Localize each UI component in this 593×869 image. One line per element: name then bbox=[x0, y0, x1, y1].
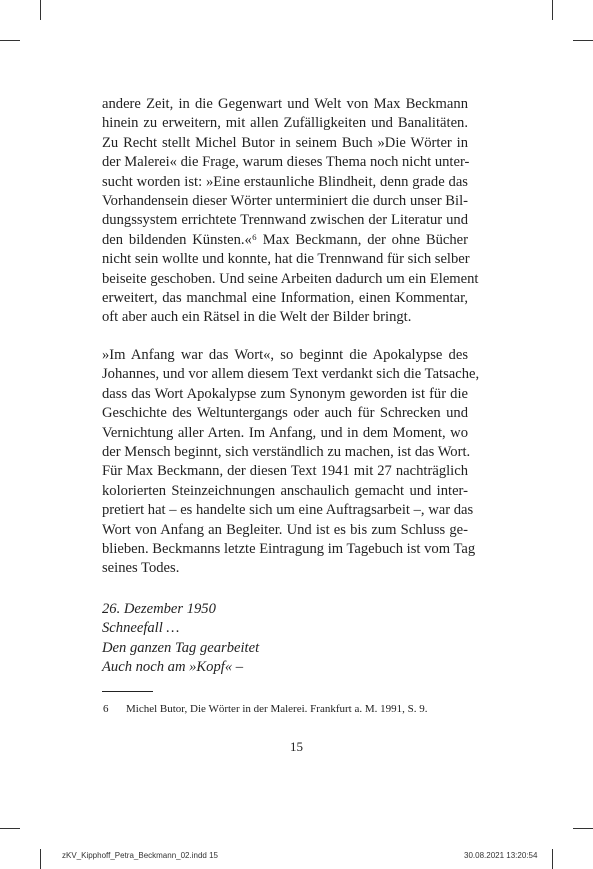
diary-line: Auch noch am »Kopf« – bbox=[102, 659, 244, 676]
text-line: Johannes, und vor allem diesem Text verdankt sich die Tatsache, bbox=[102, 366, 480, 383]
diary-quote bbox=[102, 600, 259, 678]
text-line: blieben. Beckmanns letzte Eintragung im Tagebuch ist vom Tag bbox=[102, 540, 476, 557]
crop-mark bbox=[552, 849, 553, 869]
crop-mark bbox=[573, 40, 593, 41]
text-line: seines Todes. bbox=[102, 560, 180, 577]
crop-mark bbox=[0, 40, 20, 41]
text-line: dungssystem errichtete Trennwand zwischen der Literatur und bbox=[102, 212, 468, 229]
body-paragraph-2 bbox=[102, 346, 480, 579]
text-line: Vorhandensein dieser Wörter unterminiert die durch unser Bil- bbox=[102, 192, 468, 209]
text-line: Zu Recht stellt Michel Butor in seinem Buch »Die Wörter in bbox=[102, 134, 468, 151]
crop-mark bbox=[40, 849, 41, 869]
text-line: den bildenden Künsten.«⁶ Max Beckmann, der ohne Bücher bbox=[102, 231, 468, 248]
crop-mark bbox=[552, 0, 553, 20]
text-line: Vernichtung aller Arten. Im Anfang, und in dem Moment, wo bbox=[102, 424, 468, 441]
text-line: der Malerei« die Frage, warum dieses Thema noch nicht unter- bbox=[102, 154, 470, 171]
text-line: dass das Wort Apokalypse zum Synonym geworden ist für die bbox=[102, 385, 468, 402]
diary-line: Schneefall … bbox=[102, 620, 180, 637]
text-line: erweitert, das manchmal eine Information, einen Kommentar, bbox=[102, 289, 468, 306]
text-line: Geschichte des Weltuntergangs oder auch für Schrecken und bbox=[102, 405, 468, 422]
page-number: 15 bbox=[290, 739, 303, 754]
text-line: kolorierten Steinzeichnungen anschaulich gemacht und inter- bbox=[102, 482, 468, 499]
footnote bbox=[103, 703, 428, 715]
text-line: »Im Anfang war das Wort«, so beginnt die Apokalypse des bbox=[102, 347, 468, 363]
text-line: hinein zu erweitern, mit allen Zufälligkeiten und Banalitäten. bbox=[102, 115, 468, 132]
crop-mark bbox=[40, 0, 41, 20]
text-line: der Mensch beginnt, sich verständlich zu machen, ist das Wort. bbox=[102, 443, 471, 460]
crop-mark bbox=[573, 828, 593, 829]
footnote-number: 6 bbox=[103, 703, 109, 715]
text-line: beiseite geschoben. Und seine Arbeiten dadurch um ein Element bbox=[102, 270, 479, 287]
diary-line: Den ganzen Tag gearbeitet bbox=[102, 639, 260, 656]
footnote-text: Michel Butor, Die Wörter in der Malerei. Frankfurt a. M. 1991, S. 9. bbox=[126, 703, 428, 715]
crop-mark bbox=[0, 828, 20, 829]
print-slug-timestamp: 30.08.2021 13:20:54 bbox=[464, 851, 538, 860]
text-line: sucht worden ist: »Eine erstaunliche Blindheit, denn grade das bbox=[102, 173, 468, 190]
text-line: nicht sein wollte und konnte, hat die Trennwand für sich selber bbox=[102, 251, 470, 268]
body-paragraph-1 bbox=[102, 95, 479, 328]
print-slug-file: zKV_Kipphoff_Petra_Beckmann_02.indd 15 bbox=[62, 851, 218, 860]
diary-line: 26. Dezember 1950 bbox=[102, 601, 216, 617]
text-line: oft aber auch ein Rätsel in die Welt der Bilder bringt. bbox=[102, 309, 412, 326]
text-line: Wort von Anfang an Begleiter. Und ist es bis zum Schluss ge- bbox=[102, 521, 468, 538]
text-line: Für Max Beckmann, der diesen Text 1941 mit 27 nachträglich bbox=[102, 463, 468, 480]
text-line: andere Zeit, in die Gegenwart und Welt von Max Beckmann bbox=[102, 96, 468, 112]
text-line: pretiert hat – es handelte sich um eine Auftragsarbeit –, war das bbox=[102, 502, 474, 519]
footnote-rule bbox=[102, 691, 153, 692]
